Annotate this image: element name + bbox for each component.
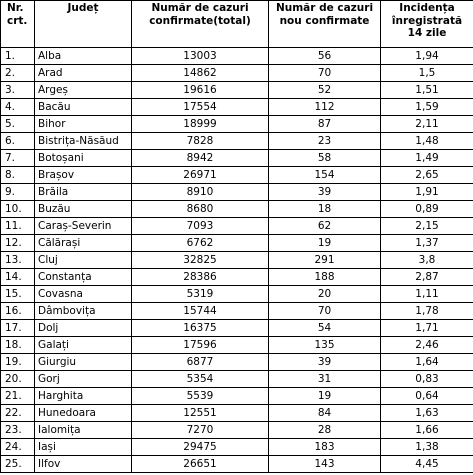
cell-incidence: 2,65: [381, 167, 473, 184]
cell-new-cases: 23: [269, 133, 381, 150]
cell-nr-crt: 18.: [1, 337, 35, 354]
header-new-cases: Număr de cazuri nou confirmate: [269, 1, 381, 48]
cell-nr-crt: 6.: [1, 133, 35, 150]
cell-nr-crt: 16.: [1, 303, 35, 320]
cell-incidence: 1,48: [381, 133, 473, 150]
cell-total-cases: 6877: [132, 354, 269, 371]
cell-nr-crt: 7.: [1, 150, 35, 167]
header-judet: Județ: [35, 1, 132, 48]
cell-total-cases: 14862: [132, 65, 269, 82]
cell-judet: Hunedoara: [35, 405, 132, 422]
cell-incidence: 2,11: [381, 116, 473, 133]
cell-total-cases: 5539: [132, 388, 269, 405]
cell-new-cases: 62: [269, 218, 381, 235]
cell-new-cases: 87: [269, 116, 381, 133]
table-row: [1, 48, 473, 65]
cell-nr-crt: 25.: [1, 456, 35, 473]
cell-judet: Giurgiu: [35, 354, 132, 371]
table-row: [1, 150, 473, 167]
table-row: [1, 167, 473, 184]
header-nr-crt: Nr. crt.: [1, 1, 35, 48]
cell-judet: Bistrița-Năsăud: [35, 133, 132, 150]
cell-incidence: 1,78: [381, 303, 473, 320]
table-row: [1, 286, 473, 303]
cell-total-cases: 8910: [132, 184, 269, 201]
table-row: [1, 371, 473, 388]
cell-nr-crt: 8.: [1, 167, 35, 184]
cell-incidence: 1,71: [381, 320, 473, 337]
cell-total-cases: 26651: [132, 456, 269, 473]
cell-incidence: 2,15: [381, 218, 473, 235]
cell-nr-crt: 11.: [1, 218, 35, 235]
cell-nr-crt: 19.: [1, 354, 35, 371]
cell-judet: Constanța: [35, 269, 132, 286]
cell-nr-crt: 17.: [1, 320, 35, 337]
header-incidence: Incidența înregistrată 14 zile: [381, 1, 473, 48]
cell-new-cases: 70: [269, 303, 381, 320]
cell-judet: Cluj: [35, 252, 132, 269]
table-row: [1, 184, 473, 201]
cell-judet: Brăila: [35, 184, 132, 201]
table-row: [1, 354, 473, 371]
cell-nr-crt: 1.: [1, 48, 35, 65]
cell-incidence: 1,51: [381, 82, 473, 99]
table-body: [1, 48, 473, 473]
cell-total-cases: 7093: [132, 218, 269, 235]
cell-total-cases: 6762: [132, 235, 269, 252]
cell-total-cases: 8942: [132, 150, 269, 167]
cell-judet: Buzău: [35, 201, 132, 218]
cell-judet: Harghita: [35, 388, 132, 405]
cell-incidence: 1,59: [381, 99, 473, 116]
table-row: [1, 252, 473, 269]
cell-total-cases: 17596: [132, 337, 269, 354]
cell-new-cases: 52: [269, 82, 381, 99]
cell-total-cases: 16375: [132, 320, 269, 337]
cell-judet: Bihor: [35, 116, 132, 133]
cell-judet: Argeș: [35, 82, 132, 99]
cell-incidence: 2,46: [381, 337, 473, 354]
cell-nr-crt: 12.: [1, 235, 35, 252]
table-row: [1, 405, 473, 422]
table-row: [1, 133, 473, 150]
header-total-cases: Număr de cazuri confirmate(total): [132, 1, 269, 48]
cell-incidence: 3,8: [381, 252, 473, 269]
cell-incidence: 0,89: [381, 201, 473, 218]
table-row: [1, 82, 473, 99]
cell-new-cases: 56: [269, 48, 381, 65]
cell-new-cases: 188: [269, 269, 381, 286]
cell-new-cases: 70: [269, 65, 381, 82]
cell-new-cases: 291: [269, 252, 381, 269]
cell-new-cases: 31: [269, 371, 381, 388]
cell-judet: Călărași: [35, 235, 132, 252]
cell-total-cases: 5354: [132, 371, 269, 388]
cell-judet: Caraș-Severin: [35, 218, 132, 235]
cell-judet: Bacău: [35, 99, 132, 116]
cell-nr-crt: 13.: [1, 252, 35, 269]
cell-incidence: 1,5: [381, 65, 473, 82]
cell-new-cases: 84: [269, 405, 381, 422]
cell-incidence: 0,83: [381, 371, 473, 388]
table-row: [1, 320, 473, 337]
cell-total-cases: 7270: [132, 422, 269, 439]
cell-incidence: 1,64: [381, 354, 473, 371]
cell-incidence: 1,63: [381, 405, 473, 422]
cell-nr-crt: 10.: [1, 201, 35, 218]
cell-new-cases: 183: [269, 439, 381, 456]
cell-judet: Arad: [35, 65, 132, 82]
table-row: [1, 99, 473, 116]
cell-new-cases: 39: [269, 354, 381, 371]
table-row: [1, 116, 473, 133]
cell-total-cases: 15744: [132, 303, 269, 320]
cell-incidence: 1,11: [381, 286, 473, 303]
cell-incidence: 1,66: [381, 422, 473, 439]
table-row: [1, 235, 473, 252]
cell-new-cases: 18: [269, 201, 381, 218]
cell-nr-crt: 14.: [1, 269, 35, 286]
cell-total-cases: 13003: [132, 48, 269, 65]
cell-judet: Covasna: [35, 286, 132, 303]
cell-total-cases: 7828: [132, 133, 269, 150]
cell-new-cases: 135: [269, 337, 381, 354]
cell-judet: Brașov: [35, 167, 132, 184]
cell-nr-crt: 21.: [1, 388, 35, 405]
cell-nr-crt: 5.: [1, 116, 35, 133]
cell-nr-crt: 23.: [1, 422, 35, 439]
table-row: [1, 269, 473, 286]
cell-new-cases: 58: [269, 150, 381, 167]
table-row: [1, 303, 473, 320]
cell-incidence: 2,87: [381, 269, 473, 286]
cell-total-cases: 17554: [132, 99, 269, 116]
cell-total-cases: 8680: [132, 201, 269, 218]
cell-nr-crt: 22.: [1, 405, 35, 422]
cell-total-cases: 5319: [132, 286, 269, 303]
cell-judet: Dâmbovița: [35, 303, 132, 320]
table-row: [1, 439, 473, 456]
cell-incidence: 4,45: [381, 456, 473, 473]
cell-nr-crt: 24.: [1, 439, 35, 456]
cell-total-cases: 32825: [132, 252, 269, 269]
table-header-row: [1, 1, 473, 48]
cell-new-cases: 28: [269, 422, 381, 439]
cell-nr-crt: 20.: [1, 371, 35, 388]
cell-incidence: 1,94: [381, 48, 473, 65]
table-row: [1, 65, 473, 82]
cell-new-cases: 19: [269, 388, 381, 405]
cell-total-cases: 26971: [132, 167, 269, 184]
table-row: [1, 337, 473, 354]
cell-new-cases: 54: [269, 320, 381, 337]
table-row: [1, 201, 473, 218]
cell-judet: Ialomița: [35, 422, 132, 439]
cell-total-cases: 28386: [132, 269, 269, 286]
cell-incidence: 1,37: [381, 235, 473, 252]
cell-nr-crt: 4.: [1, 99, 35, 116]
cell-incidence: 1,91: [381, 184, 473, 201]
cell-judet: Gorj: [35, 371, 132, 388]
cell-total-cases: 29475: [132, 439, 269, 456]
table-row: [1, 218, 473, 235]
cell-incidence: 1,38: [381, 439, 473, 456]
cell-nr-crt: 9.: [1, 184, 35, 201]
cell-new-cases: 19: [269, 235, 381, 252]
cell-incidence: 0,64: [381, 388, 473, 405]
cell-judet: Botoșani: [35, 150, 132, 167]
table-row: [1, 422, 473, 439]
cell-nr-crt: 15.: [1, 286, 35, 303]
cell-nr-crt: 2.: [1, 65, 35, 82]
cell-new-cases: 20: [269, 286, 381, 303]
cell-judet: Galați: [35, 337, 132, 354]
cell-total-cases: 18999: [132, 116, 269, 133]
cell-incidence: 1,49: [381, 150, 473, 167]
cell-judet: Iași: [35, 439, 132, 456]
cell-new-cases: 39: [269, 184, 381, 201]
cell-new-cases: 112: [269, 99, 381, 116]
cell-new-cases: 143: [269, 456, 381, 473]
cell-new-cases: 154: [269, 167, 381, 184]
cell-nr-crt: 3.: [1, 82, 35, 99]
cell-judet: Ilfov: [35, 456, 132, 473]
cell-total-cases: 19616: [132, 82, 269, 99]
cell-total-cases: 12551: [132, 405, 269, 422]
table-row: [1, 456, 473, 473]
cell-judet: Alba: [35, 48, 132, 65]
cell-judet: Dolj: [35, 320, 132, 337]
table-row: [1, 388, 473, 405]
